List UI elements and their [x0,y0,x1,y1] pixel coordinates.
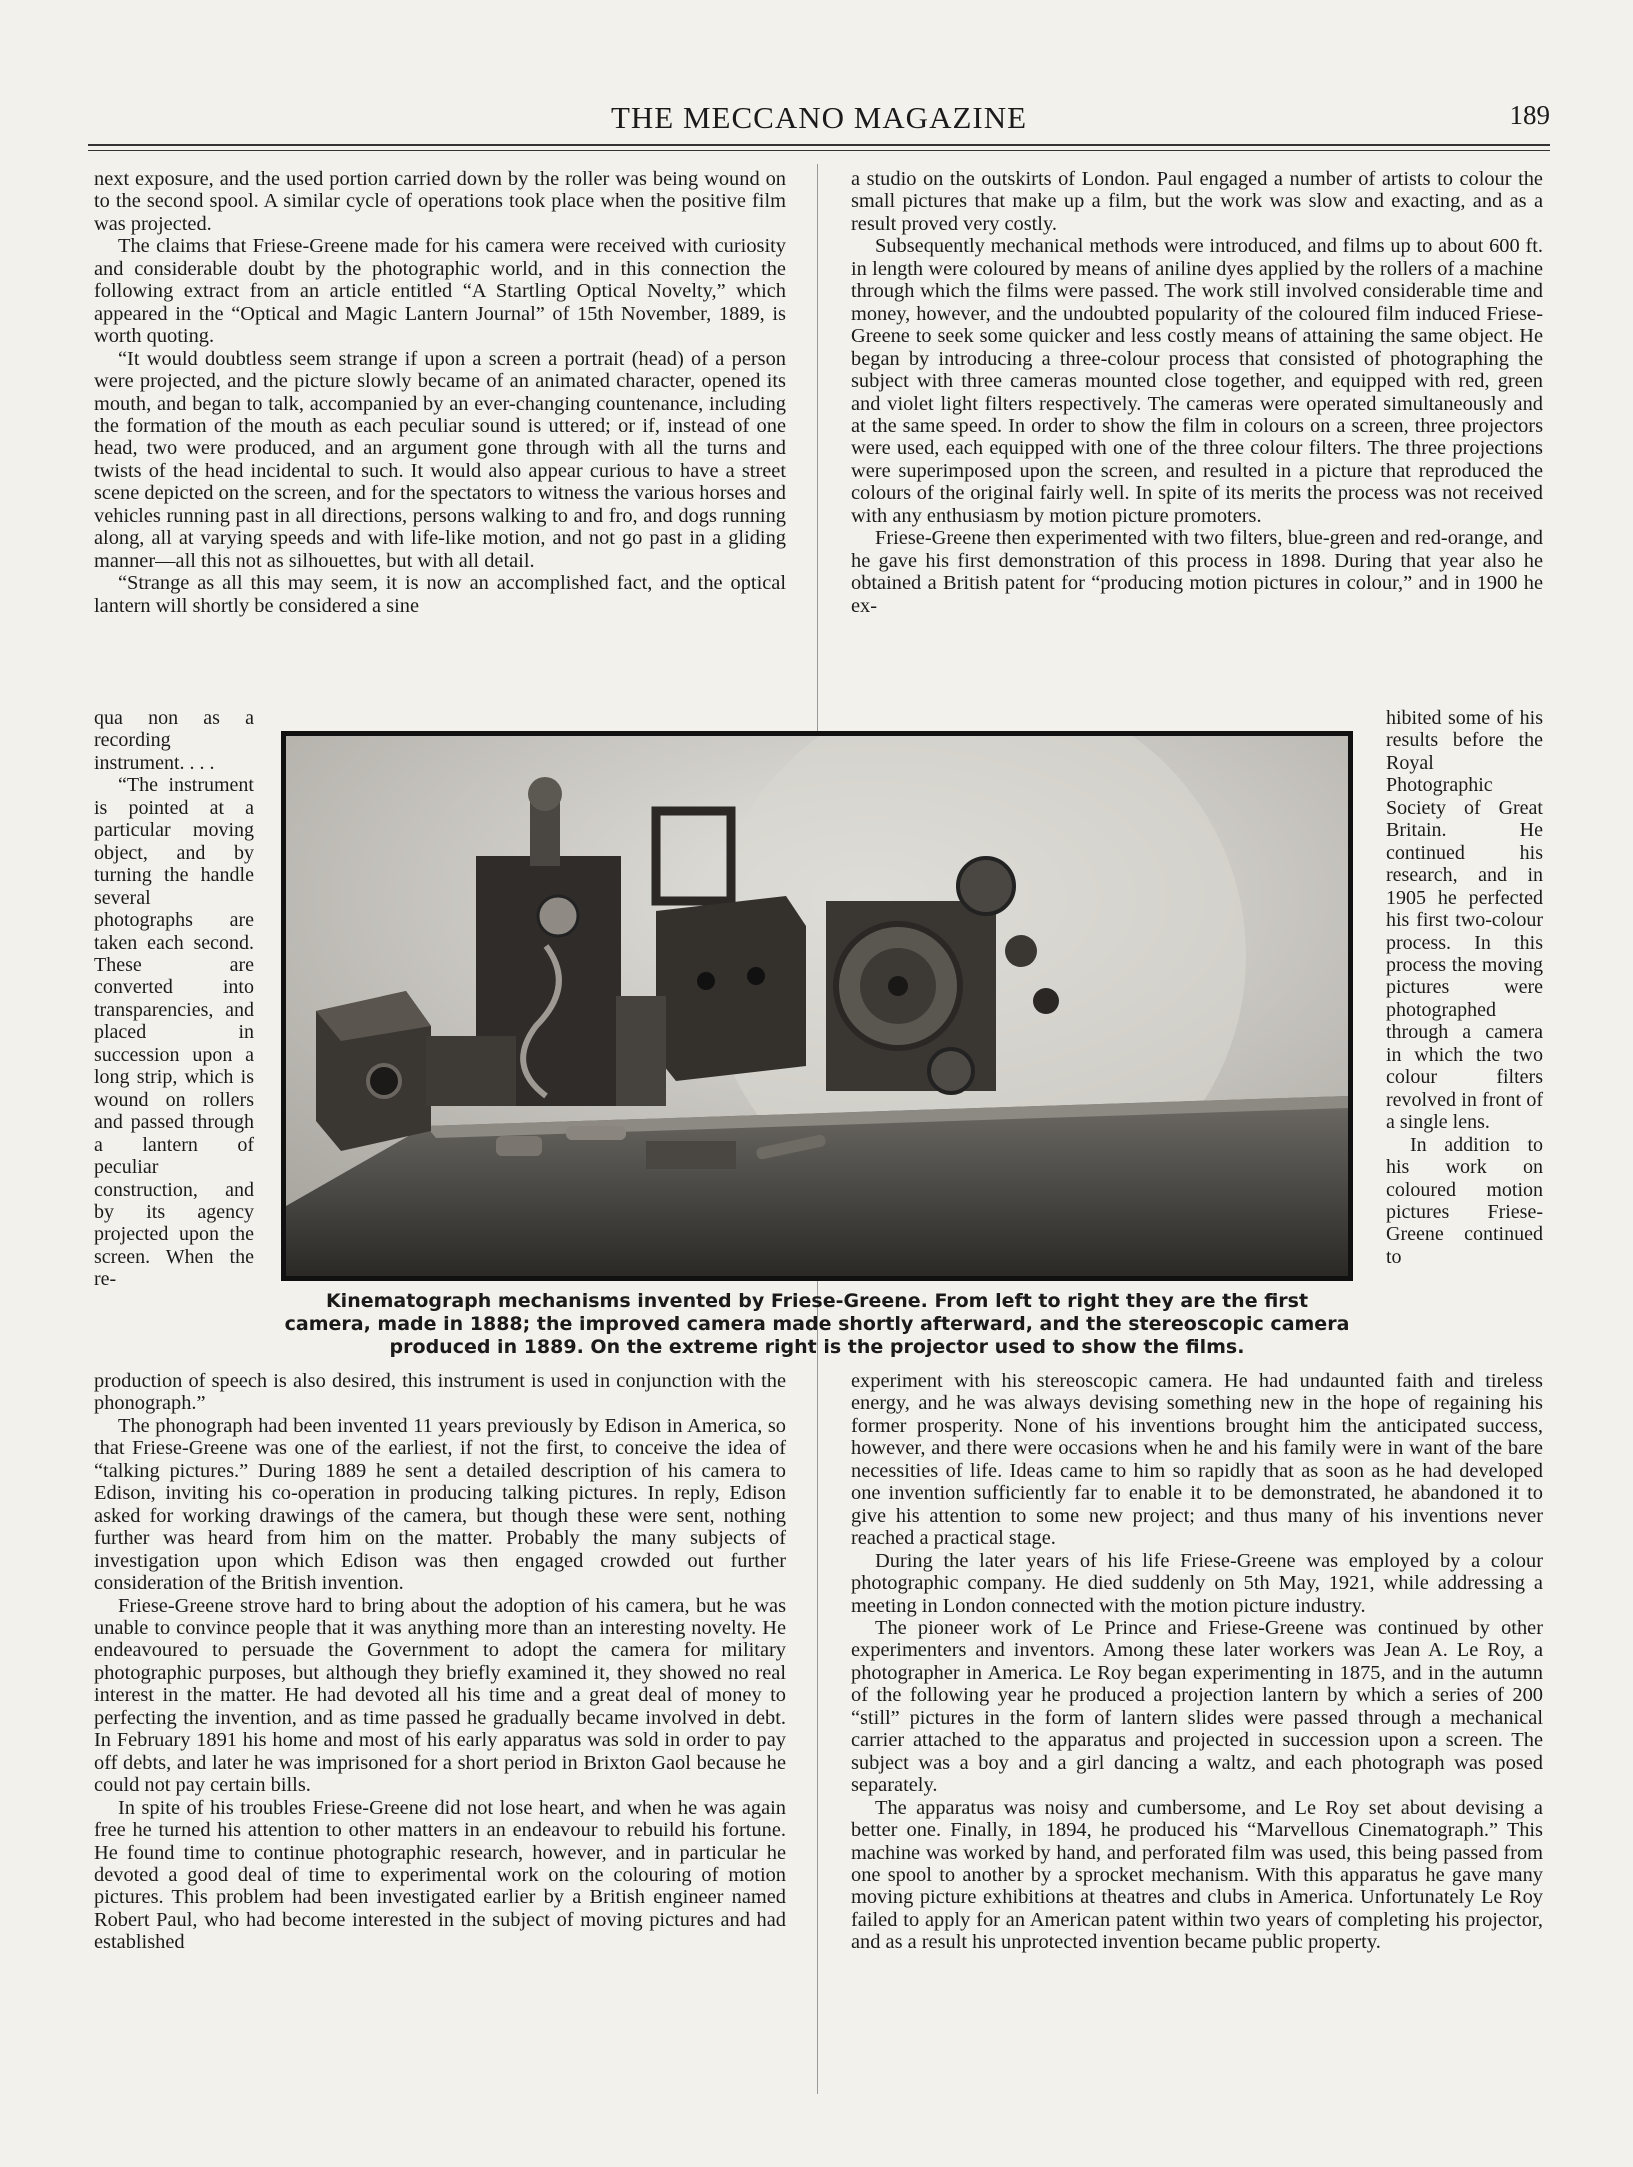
paragraph: qua non as a recording instrument. . . . [94,707,254,774]
right-column-narrow [1386,707,1543,1268]
paragraph: Friese-Greene strove hard to bring about the adoption of his camera, but he was unable to convince people that it was anything more than an interesting novelty. He endeavoured to persuade the Government to adopt the camera for military photographic purposes, but although they briefly examined it, they showed no real interest in the matter. He had devoted all his time and a great deal of money to perfecting the invention, and as time passed he gradually became involved in debt. In February 1891 his home and most of his early apparatus was sold in order to pay off debts, and later he was imprisoned for a short period in Brixton Gaol because he could not pay certain bills. [94,1594,786,1797]
paragraph: experiment with his stereoscopic camera. He had undaunted faith and tireless energy, and he was always devising something new in the hope of regaining his former prosperity. None of his inventions brought him the anticipated success, however, and there were occasions when he and his family were in want of the bare necessities of life. Ideas came to him so rapidly that as soon as he had developed one invention sufficiently far to enable it to be demonstrated, he abandoned it to give his attention to some new project; and thus many of his inventions never reached a practical stage. [851,1370,1543,1550]
paragraph: a studio on the outskirts of London. Paul engaged a number of artists to colour the small pictures that make up a film, but the work was slow and exacting, and as a result proved very costly. [851,168,1543,235]
page-header [88,100,1550,140]
first-camera-1888 [316,991,431,1151]
left-column-narrow [94,707,254,1291]
magazine-title: THE MECCANO MAGAZINE [610,100,1028,135]
left-column-bottom [94,1370,786,1954]
header-rule [88,144,1550,146]
paragraph: production of speech is also desired, this instrument is used in conjunction with the phonograph.” [94,1370,786,1415]
paragraph: In spite of his troubles Friese-Greene did not lose heart, and when he was again free he turned his attention to other matters in an endeavour to rebuild his fortune. He found time to continue photographic research, however, and in particular he devoted a good deal of time to experimental work on the colouring of motion pictures. This problem had been investigated earlier by a British engineer named Robert Paul, who had become interested in the subject of moving pictures and had established [94,1796,786,1954]
paragraph: “The instrument is pointed at a particular moving object, and by turning the handle several photographs are taken each second. These are converted into transparencies, and placed in succession upon a long strip, which is wound on rollers and passed through a lantern of peculiar construction, and by its agency projected upon the screen. When the re- [94,774,254,1291]
paragraph: “It would doubtless seem strange if upon a screen a portrait (head) of a person were projected, and the picture slowly became of an animated character, opened its mouth, and began to talk, accompanied by an ever-changing countenance, including the formation of the mouth as each peculiar sound is uttered; or if, instead of one head, two were produced, and an argument gone through with all the turns and twists of the head incidental to such. It would also appear curious to have a street scene depicted on the screen, and for the spectators to witness the various horses and vehicles running past in all directions, persons walking to and fro, and dogs running along, all at varying speeds and with life-like motion, and not go past in a gliding manner—all this not as silhouettes, but with all detail. [94,347,786,572]
paragraph: The pioneer work of Le Prince and Friese-Greene was continued by other experimenters and inventors. Among these later workers was Jean A. Le Roy, a photographer in America. Le Roy began experimenting in 1875, and in the autumn of the following year he produced a projection lantern by which a series of 200 “still” pictures in the form of lantern slides were passed through a mechanical carrier attached to the apparatus and projected in succession upon a screen. The subject was a boy and a girl dancing a waltz, and each photograph was posed separately. [851,1616,1543,1797]
page-number: 189 [1509,100,1550,130]
paragraph: In addition to his work on coloured motion pictures Friese-Greene continued to [1386,1133,1543,1268]
figure-caption: Kinematograph mechanisms invented by Friese-Greene. From left to right they are the first camera, made in 1888; the improved camera made shortly afterward, and the stereoscopic camera produced in 1889. On the extreme right is the projector used to show the films. [284,1290,1350,1358]
apparatus-illustration [286,736,1348,1276]
right-column-top [851,168,1543,617]
header-rule-thin [88,150,1550,151]
paragraph: During the later years of his life Friese-Greene was employed by a colour photographic company. He died suddenly on 5th May, 1921, while addressing a meeting in London connected with the motion picture industry. [851,1549,1543,1617]
paragraph: The apparatus was noisy and cumbersome, and Le Roy set about devising a better one. Finally, in 1894, he produced his “Marvellous Cinematograph.” This machine was worked by hand, and perforated film was used, this being passed from one spool to another by a sprocket mechanism. With this apparatus he gave many moving picture exhibitions at theatres and clubs in America. Unfortunately Le Roy failed to apply for an American patent within two years of completing his projector, and as a result his unprotected invention became public property. [851,1796,1543,1954]
kinematograph-photo [281,731,1353,1281]
paragraph: next exposure, and the used portion carried down by the roller was being wound on to the second spool. A similar cycle of operations took place when the positive film was projected. [94,168,786,235]
paragraph: hibited some of his results before the Royal Photographic Society of Great Britain. He continued his research, and in 1905 he perfected his first two-colour process. In this process the moving pictures were photographed through a camera in which the two colour filters revolved in front of a single lens. [1386,707,1543,1134]
paragraph: “Strange as all this may seem, it is now an accomplished fact, and the optical lantern will shortly be considered a sine [94,572,786,617]
right-column-bottom [851,1370,1543,1954]
paragraph: The phonograph had been invented 11 years previously by Edison in America, so that Friese-Greene was one of the earliest, if not the first, to conceive the idea of “talking pictures.” During 1889 he sent a detailed description of his camera to Edison, inviting his co-operation in producing talking pictures. In reply, Edison asked for working drawings of the camera, but though these were sent, nothing further was heard from him on the matter. Probably the many subjects of investigation upon which Edison was then engaged crowded out further consideration of the British invention. [94,1414,786,1595]
paragraph: Subsequently mechanical methods were introduced, and films up to about 600 ft. in length were coloured by means of aniline dyes applied by the rollers of a machine through which the films were passed. The work still involved considerable time and money, however, and the undoubted popularity of the coloured film induced Friese-Greene to seek some quicker and less costly means of attaining the same object. He began by introducing a three-colour process that consisted of photographing the subject with three cameras mounted close together, and equipped with red, green and violet light filters respectively. The cameras were operated simultaneously and at the same speed. In order to show the film in colours on a screen, three projectors were used, each equipped with one of the three colour filters. The three projections were superimposed upon the screen, and resulted in a picture that reproduced the colours of the original fairly well. In spite of its merits the process was not received with any enthusiasm by motion picture promoters. [851,235,1543,527]
paragraph: The claims that Friese-Greene made for his camera were received with curiosity and considerable doubt by the photographic world, and in this connection the following extract from an article entitled “A Startling Optical Novelty,” which appeared in the “Optical and Magic Lantern Journal” of 15th November, 1889, is worth quoting. [94,235,786,348]
left-column-top [94,168,786,617]
paragraph: Friese-Greene then experimented with two filters, blue-green and red-orange, and he gave his first demonstration of this process in 1898. During that year also he obtained a British patent for “producing motion pictures in colour,” and in 1900 he ex- [851,527,1543,617]
